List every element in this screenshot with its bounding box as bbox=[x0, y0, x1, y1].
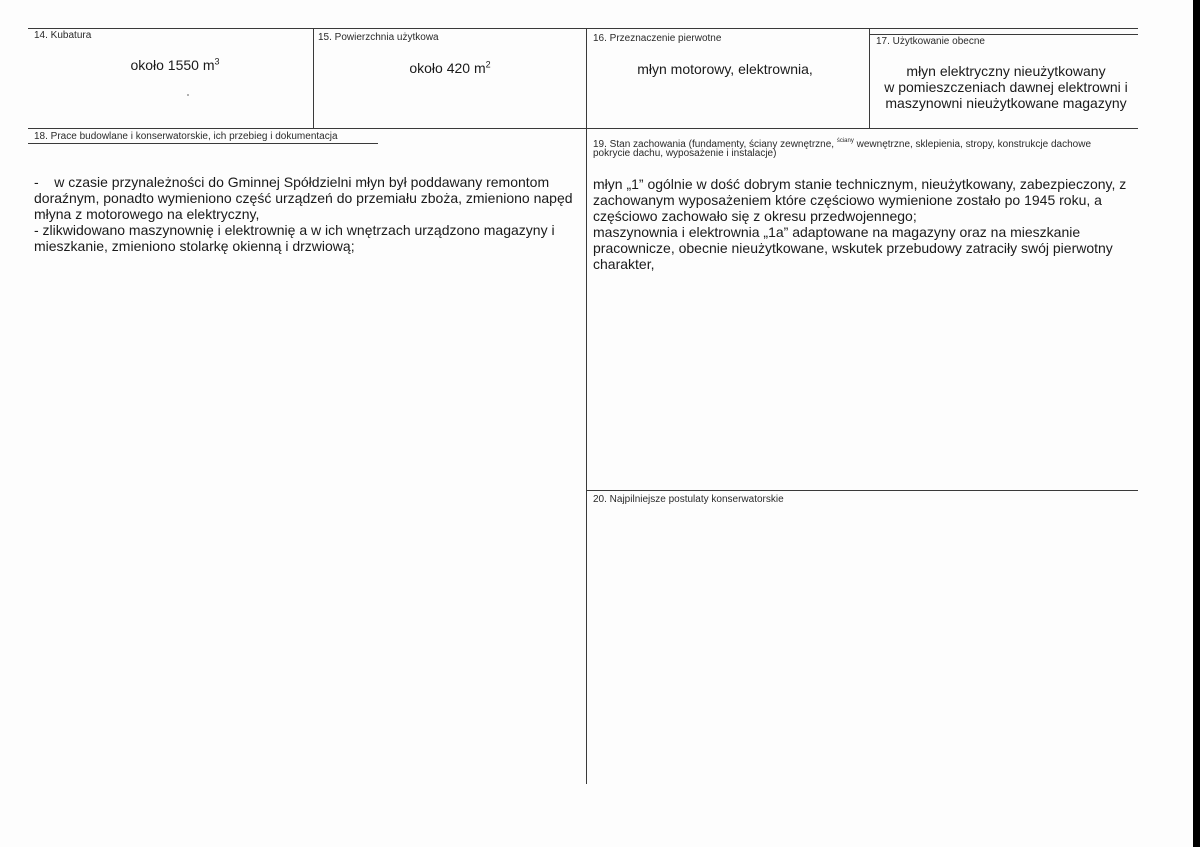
field-19-content bbox=[593, 176, 1138, 272]
field-19-label-superscript: ściany bbox=[836, 138, 854, 144]
top-rule bbox=[28, 28, 1138, 29]
column-divider-2 bbox=[586, 28, 587, 784]
field-18-paragraph-2: - zlikwidowano maszynownię i elektrownię a w ich wnętrzach urządzono magazyny i mieszkanie, zmieniono stolarkę okienną i drzwiową; bbox=[34, 222, 555, 254]
field-14-value-text: około 1550 m bbox=[130, 57, 215, 73]
field-19-paragraph-1: młyn „1” ogólnie w dość dobrym stanie technicznym, nieużytkowany, zabezpieczony, z zachowanym wyposażeniem które częściowo wymienione zostało po 1945 roku, a częściowo zachowało się z okresu przedwojennego; bbox=[593, 176, 1127, 224]
field-17-label: 17. Użytkowanie obecne bbox=[876, 36, 985, 47]
field-18-label: 18. Prace budowlane i konserwatorskie, ich przebieg i dokumentacja bbox=[34, 131, 338, 142]
field-18-underline bbox=[28, 143, 378, 144]
field-17-line-3: maszynowni nieużytkowane magazyny bbox=[885, 95, 1127, 111]
field-14-label: 14. Kubatura bbox=[34, 30, 92, 41]
section-divider bbox=[28, 128, 1138, 129]
field-20-label: 20. Najpilniejsze postulaty konserwatorskie bbox=[593, 494, 784, 505]
field-14-unit-sup: 3 bbox=[214, 56, 220, 67]
column-divider-1 bbox=[313, 28, 314, 128]
field-18-content bbox=[34, 174, 579, 254]
field-19-label-part-2: wewnętrzne, sklepienia, stropy, konstrukcje dachowe bbox=[856, 139, 1092, 150]
field-19-label-line-2: pokrycie dachu, wyposażenie i instalacje) bbox=[593, 148, 777, 159]
field-19-label-part-1: 19. Stan zachowania (fundamenty, ściany zewnętrzne, bbox=[593, 139, 835, 150]
field-19-paragraph-2: maszynownia i elektrownia „1a” adaptowane na magazyny oraz na mieszkanie pracownicze, obecnie nieużytkowane, wskutek przebudowy zatraciły swój pierwotny charakter, bbox=[593, 224, 1113, 272]
scan-speck bbox=[187, 94, 189, 96]
field-16-value: młyn motorowy, elektrownia, bbox=[637, 61, 813, 77]
field-17-line-2: w pomieszczeniach dawnej elektrowni i bbox=[884, 79, 1128, 95]
field-15-value-text: około 420 m bbox=[409, 60, 486, 76]
column-divider-3 bbox=[869, 28, 870, 128]
field-15-unit-sup: 2 bbox=[485, 59, 491, 70]
field-14-value bbox=[90, 57, 260, 73]
field-17-underline bbox=[870, 34, 1138, 35]
field-20-rule bbox=[586, 490, 1138, 491]
field-16-label: 16. Przeznaczenie pierwotne bbox=[593, 33, 722, 44]
field-15-value bbox=[370, 60, 530, 76]
field-18-paragraph-1: - w czasie przynależności do Gminnej Spółdzielni młyn był poddawany remontom doraźnym, ponadto wymieniono część urządzeń do przemiału zboża, zmieniono napęd młyna z motorowego na elektryczny, bbox=[34, 174, 577, 222]
field-15-label: 15. Powierzchnia użytkowa bbox=[318, 32, 439, 43]
field-17-line-1: młyn elektryczny nieużytkowany bbox=[906, 63, 1106, 79]
